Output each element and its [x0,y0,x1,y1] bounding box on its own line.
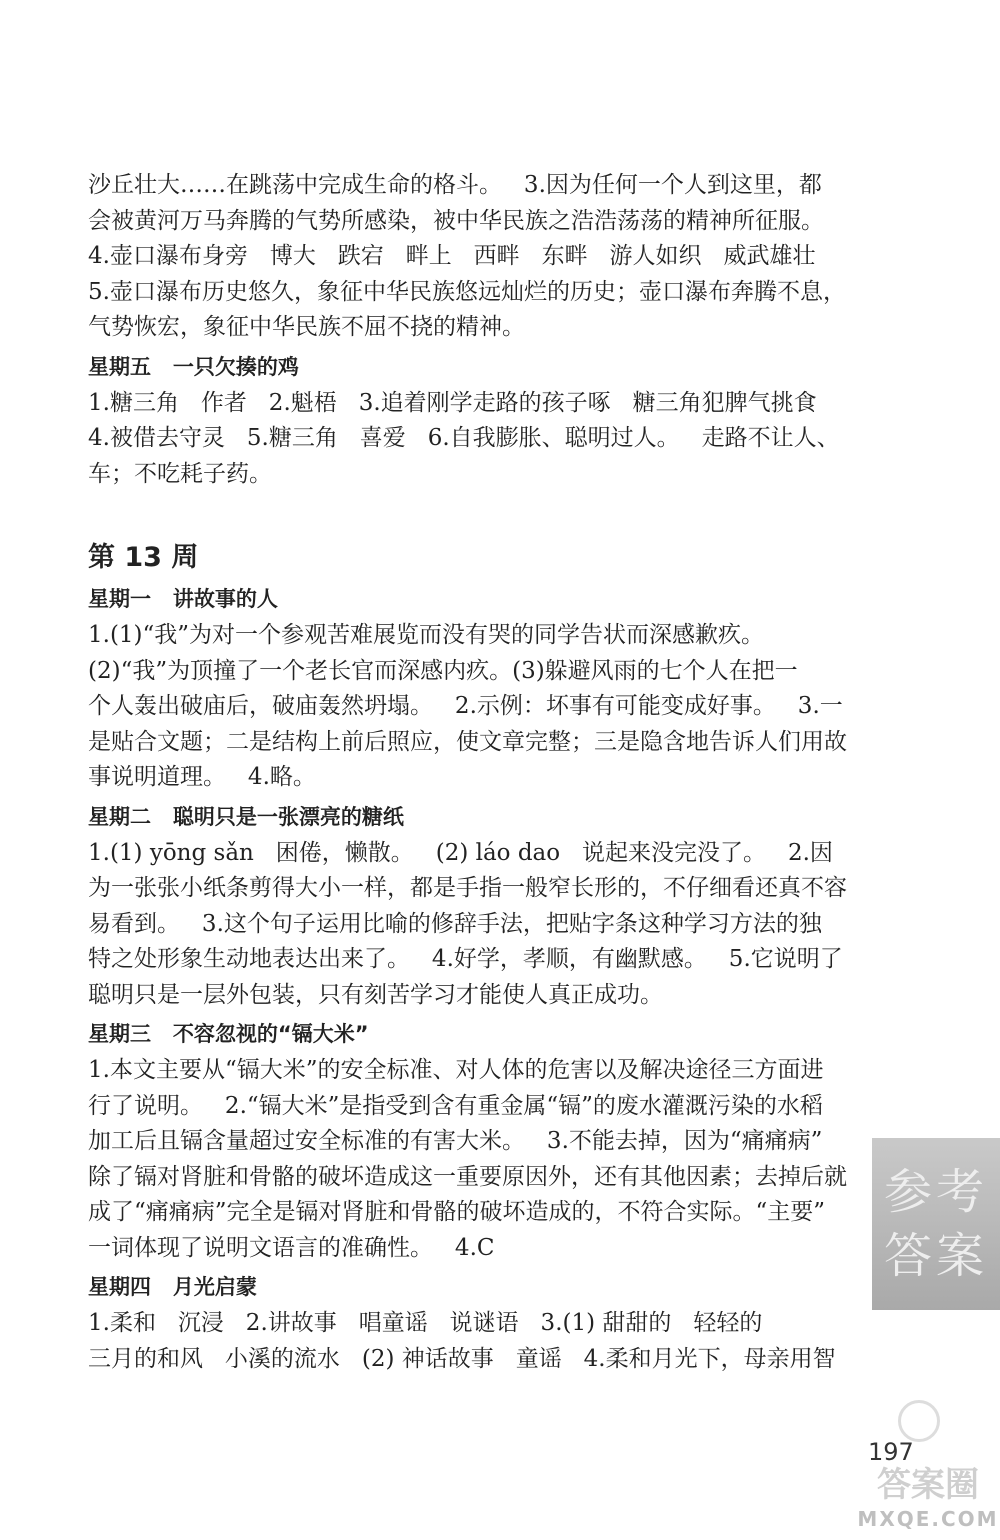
answer-line: 车；不吃耗子药。 [88,460,272,487]
section-thursday [88,1270,868,1377]
answer-line: 会被黄河万马奔腾的气势所感染，被中华民族之浩浩荡荡的精神所征服。 [88,207,824,234]
answer-line: 1.柔和 沉浸 2.讲故事 唱童谣 说谜语 3.(1) 甜甜的 轻轻的 [88,1310,763,1336]
answer-line: 5.壶口瀑布历史悠久，象征中华民族悠远灿烂的历史；壶口瀑布奔腾不息， [88,278,846,305]
section-heading: 星期一 讲故事的人 [88,587,278,611]
answer-line: 1.(1) yōng sǎn 困倦，懒散。 (2) láo dao 说起来没完没了。 2.因 [88,839,833,866]
answer-line: 成了“痛痛病”完全是镉对肾脏和骨骼的破坏造成的，不符合实际。“主要” [88,1199,826,1225]
section-wednesday [88,1017,868,1266]
section-heading: 星期五 一只欠揍的鸡 [88,354,299,379]
answer-line: (2)“我”为顶撞了一个老长官而深感内疚。(3)躲避风雨的七个人在把一 [88,657,798,684]
answer-line: 沙丘壮大……在跳荡中完成生命的格斗。 3.因为任何一个人到这里，都 [88,172,822,198]
answer-line: 1.本文主要从“镉大米”的安全标准、对人体的危害以及解决途径三方面进 [88,1057,824,1083]
answer-line: 三月的和风 小溪的流水 (2) 神话故事 童谣 4.柔和月光下，母亲用智 [88,1345,836,1372]
watermark-text: 答案圈 [877,1465,979,1505]
answer-line: 是贴合文题；二是结构上前后照应，使文章完整；三是隐含地告诉人们用故 [88,728,847,755]
answer-line: 为一张张小纸条剪得大小一样，都是手指一般窄长形的，不仔细看还真不容 [88,875,847,901]
answer-line: 事说明道理。 4.略。 [88,764,316,790]
answer-line: 特之处形象生动地表达出来了。 4.好学，孝顺，有幽默感。 5.它说明了 [88,946,843,972]
section-tuesday [88,800,868,1014]
answer-line: 除了镉对肾脏和骨骼的破坏造成这一重要原因外，还有其他因素；去掉后就 [88,1163,847,1190]
answer-line: 4.壶口瀑布身旁 博大 跌宕 畔上 西畔 东畔 游人如织 威武雄壮 [88,243,816,269]
answer-line: 加工后且镉含量超过安全标准的有害大米。 3.不能去掉，因为“痛痛病” [88,1128,823,1154]
answer-line: 1.(1)“我”为对一个参观苦难展览而没有哭的同学告状而深感歉疚。 [88,622,765,648]
answer-line: 聪明只是一层外包装，只有刻苦学习才能使人真正成功。 [88,981,663,1008]
watermark-url: MXQE.COM [857,1507,999,1531]
answer-line: 一词体现了说明文语言的准确性。 4.C [88,1234,495,1261]
watermark-logo [858,1458,998,1538]
section-heading: 星期三 不容忽视的“镉大米” [88,1022,369,1046]
answer-line: 1.糖三角 作者 2.魁梧 3.追着刚学走路的孩子啄 糖三角犯脾气挑食 [88,389,817,416]
answer-line: 行了说明。 2.“镉大米”是指受到含有重金属“镉”的废水灌溉污染的水稻 [88,1092,823,1119]
answer-content [88,168,868,1377]
section-friday [88,350,868,493]
section-heading: 星期二 聪明只是一张漂亮的糖纸 [88,804,404,829]
page-number-ornament-icon [898,1400,940,1442]
answer-side-tab [872,1138,1000,1310]
answer-line: 气势恢宏，象征中华民族不屈不挠的精神。 [88,314,525,340]
week-title: 第 13 周 [88,542,199,573]
answer-line: 个人轰出破庙后，破庙轰然坍塌。 2.示例：坏事有可能变成好事。 3.一 [88,693,843,719]
side-tab-line: 答案 [883,1228,988,1284]
page-number: 197 [868,1438,914,1466]
answer-line: 易看到。 3.这个句子运用比喻的修辞手法，把贴字条这种学习方法的独 [88,910,822,937]
section-monday [88,582,868,796]
side-tab-line: 参考 [883,1164,988,1220]
answer-line: 4.被借去守灵 5.糖三角 喜爱 6.自我膨胀、聪明过人。 走路不让人、 [88,425,840,451]
continued-answer-block [88,168,868,346]
section-heading: 星期四 月光启蒙 [88,1275,257,1299]
